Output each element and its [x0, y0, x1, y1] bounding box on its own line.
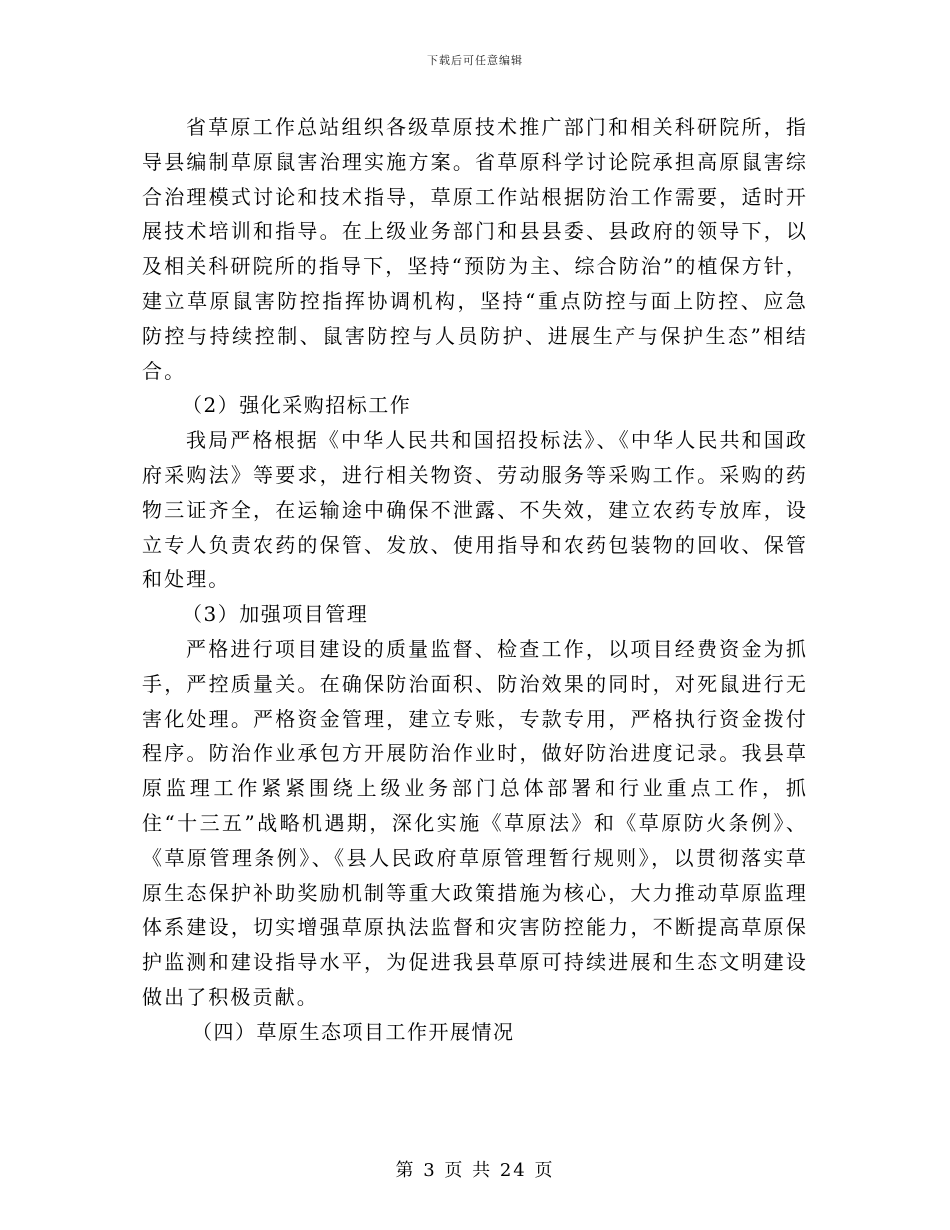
paragraph-procurement: 我局严格根据《中华人民共和国招投标法》、《中华人民共和国政府采购法》等要求，进行相关物资、劳动服务等采购工作。采购的药物三证齐全，在运输途中确保不泄露、不失效，建立农药专放库，设立专人负责农药的保管、发放、使用指导和农药包装物的回收、保管和处理。 — [142, 428, 808, 592]
paragraph-rodent-control: 省草原工作总站组织各级草原技术推广部门和相关科研院所，指导县编制草原鼠害治理实施方案。省草原科学讨论院承担高原鼠害综合治理模式讨论和技术指导，草原工作站根据防治工作需要，适时开展技术培训和指导。在上级业务部门和县县委、县政府的领导下，以及相关科研院所的指导下，坚持“预防为主、综合防治”的植保方针，建立草原鼠害防控指挥协调机构，坚持“重点防控与面上防控、应急防控与持续控制、鼠害防控与人员防护、进展生产与保护生态”相结合。 — [142, 115, 808, 383]
paragraph-project-management: 严格进行项目建设的质量监督、检查工作，以项目经费资金为抓手，严控质量关。在确保防治面积、防治效果的同时，对死鼠进行无害化处理。严格资金管理，建立专账，专款专用，严格执行资金拨付程序。防治作业承包方开展防治作业时，做好防治进度记录。我县草原监理工作紧紧围绕上级业务部门总体部署和行业重点工作，抓住“十三五”战略机遇期，深化实施《草原法》和《草原防火条例》、《草原管理条例》、《县人民政府草原管理暂行规则》，以贯彻落实草原生态保护补助奖励机制等重大政策措施为核心，大力推动草原监理体系建设，切实增强草原执法监督和灾害防控能力，不断提高草原保护监测和建设指导水平，为促进我县草原可持续进展和生态文明建设做出了积极贡献。 — [142, 636, 808, 1009]
subheading-procurement: （2）强化采购招标工作 — [182, 393, 412, 418]
document-body — [142, 110, 808, 1050]
page-number-footer: 第 3 页 共 24 页 — [395, 1160, 555, 1181]
page-header-note: 下载后可任意编辑 — [427, 54, 523, 67]
section-heading-ecology-projects: （四）草原生态项目工作开展情况 — [192, 1019, 515, 1044]
subheading-project-management: （3）加强项目管理 — [182, 602, 369, 627]
